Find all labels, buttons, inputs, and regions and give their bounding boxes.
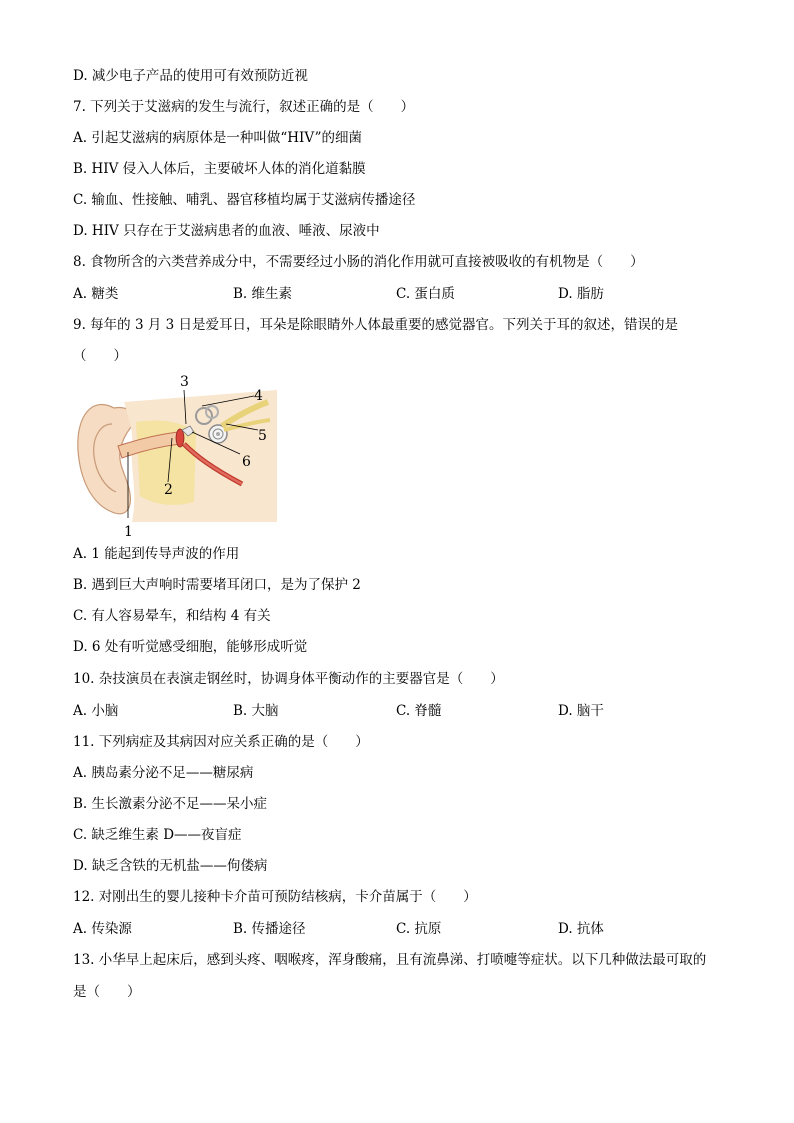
- ear-label-6: 6: [242, 454, 251, 470]
- ear-label-5: 5: [258, 428, 267, 444]
- q7-option-d: D. HIV 只存在于艾滋病患者的血液、唾液、尿液中: [73, 223, 380, 239]
- ear-label-1: 1: [124, 524, 133, 540]
- q8-option-a: A. 糖类: [73, 286, 119, 302]
- q9-option-c: C. 有人容易晕车，和结构 4 有关: [73, 608, 271, 624]
- q7-option-b: B. HIV 侵入人体后，主要破坏人体的消化道黏膜: [73, 161, 366, 177]
- q8-stem: 8. 食物所含的六类营养成分中，不需要经过小肠的消化作用就可直接被吸收的有机物是（ ）: [73, 254, 644, 270]
- q11-stem: 11. 下列病症及其病因对应关系正确的是（ ）: [73, 734, 369, 750]
- q9-stem-line1: 9. 每年的 3 月 3 日是爱耳日，耳朵是除眼睛外人体最重要的感觉器官。下列关于耳的叙述，错误的是: [73, 317, 679, 333]
- q11-option-a: A. 胰岛素分泌不足——糖尿病: [73, 765, 254, 781]
- ear-diagram: [72, 372, 282, 542]
- q9-option-b: B. 遇到巨大声响时需要堵耳闭口，是为了保护 2: [73, 577, 361, 593]
- q13-stem-line2: 是（ ）: [73, 984, 141, 1000]
- q10-option-c: C. 脊髓: [396, 703, 442, 719]
- q13-stem-line1: 13. 小华早上起床后，感到头疼、咽喉疼，浑身酸痛，且有流鼻涕、打喷嚏等症状。以下几种做法最可取的: [73, 952, 707, 968]
- ear-label-2: 2: [164, 482, 173, 498]
- q11-option-b: B. 生长激素分泌不足——呆小症: [73, 796, 268, 812]
- q8-option-d: D. 脂肪: [558, 286, 604, 302]
- q11-option-d: D. 缺乏含铁的无机盐——佝偻病: [73, 858, 268, 874]
- q12-option-a: A. 传染源: [73, 921, 132, 937]
- q12-option-b: B. 传播途径: [233, 921, 306, 937]
- ear-label-3: 3: [180, 374, 189, 390]
- auricle: [78, 404, 138, 513]
- q9-option-a: A. 1 能起到传导声波的作用: [73, 546, 240, 562]
- q12-stem: 12. 对刚出生的婴儿接种卡介苗可预防结核病，卡介苗属于（ ）: [73, 889, 477, 905]
- q10-option-d: D. 脑干: [558, 703, 604, 719]
- q8-option-c: C. 蛋白质: [396, 286, 455, 302]
- q9-stem-line2: （ ）: [73, 348, 127, 364]
- q7-stem: 7. 下列关于艾滋病的发生与流行，叙述正确的是（ ）: [73, 99, 415, 115]
- q10-option-a: A. 小脑: [73, 703, 119, 719]
- q12-option-d: D. 抗体: [558, 921, 604, 937]
- eardrum: [176, 429, 184, 447]
- q12-option-c: C. 抗原: [396, 921, 442, 937]
- q7-option-c: C. 输血、性接触、哺乳、器官移植均属于艾滋病传播途径: [73, 192, 416, 208]
- q10-stem: 10. 杂技演员在表演走钢丝时，协调身体平衡动作的主要器官是（ ）: [73, 671, 504, 687]
- q9-option-d: D. 6 处有听觉感受细胞，能够形成听觉: [73, 639, 308, 655]
- q8-option-b: B. 维生素: [233, 286, 293, 302]
- ear-label-4: 4: [254, 388, 263, 404]
- q7-option-a: A. 引起艾滋病的病原体是一种叫做“HIV”的细菌: [73, 130, 362, 146]
- q11-option-c: C. 缺乏维生素 D——夜盲症: [73, 827, 242, 843]
- q6-option-d: D. 减少电子产品的使用可有效预防近视: [73, 68, 308, 84]
- q10-option-b: B. 大脑: [233, 703, 279, 719]
